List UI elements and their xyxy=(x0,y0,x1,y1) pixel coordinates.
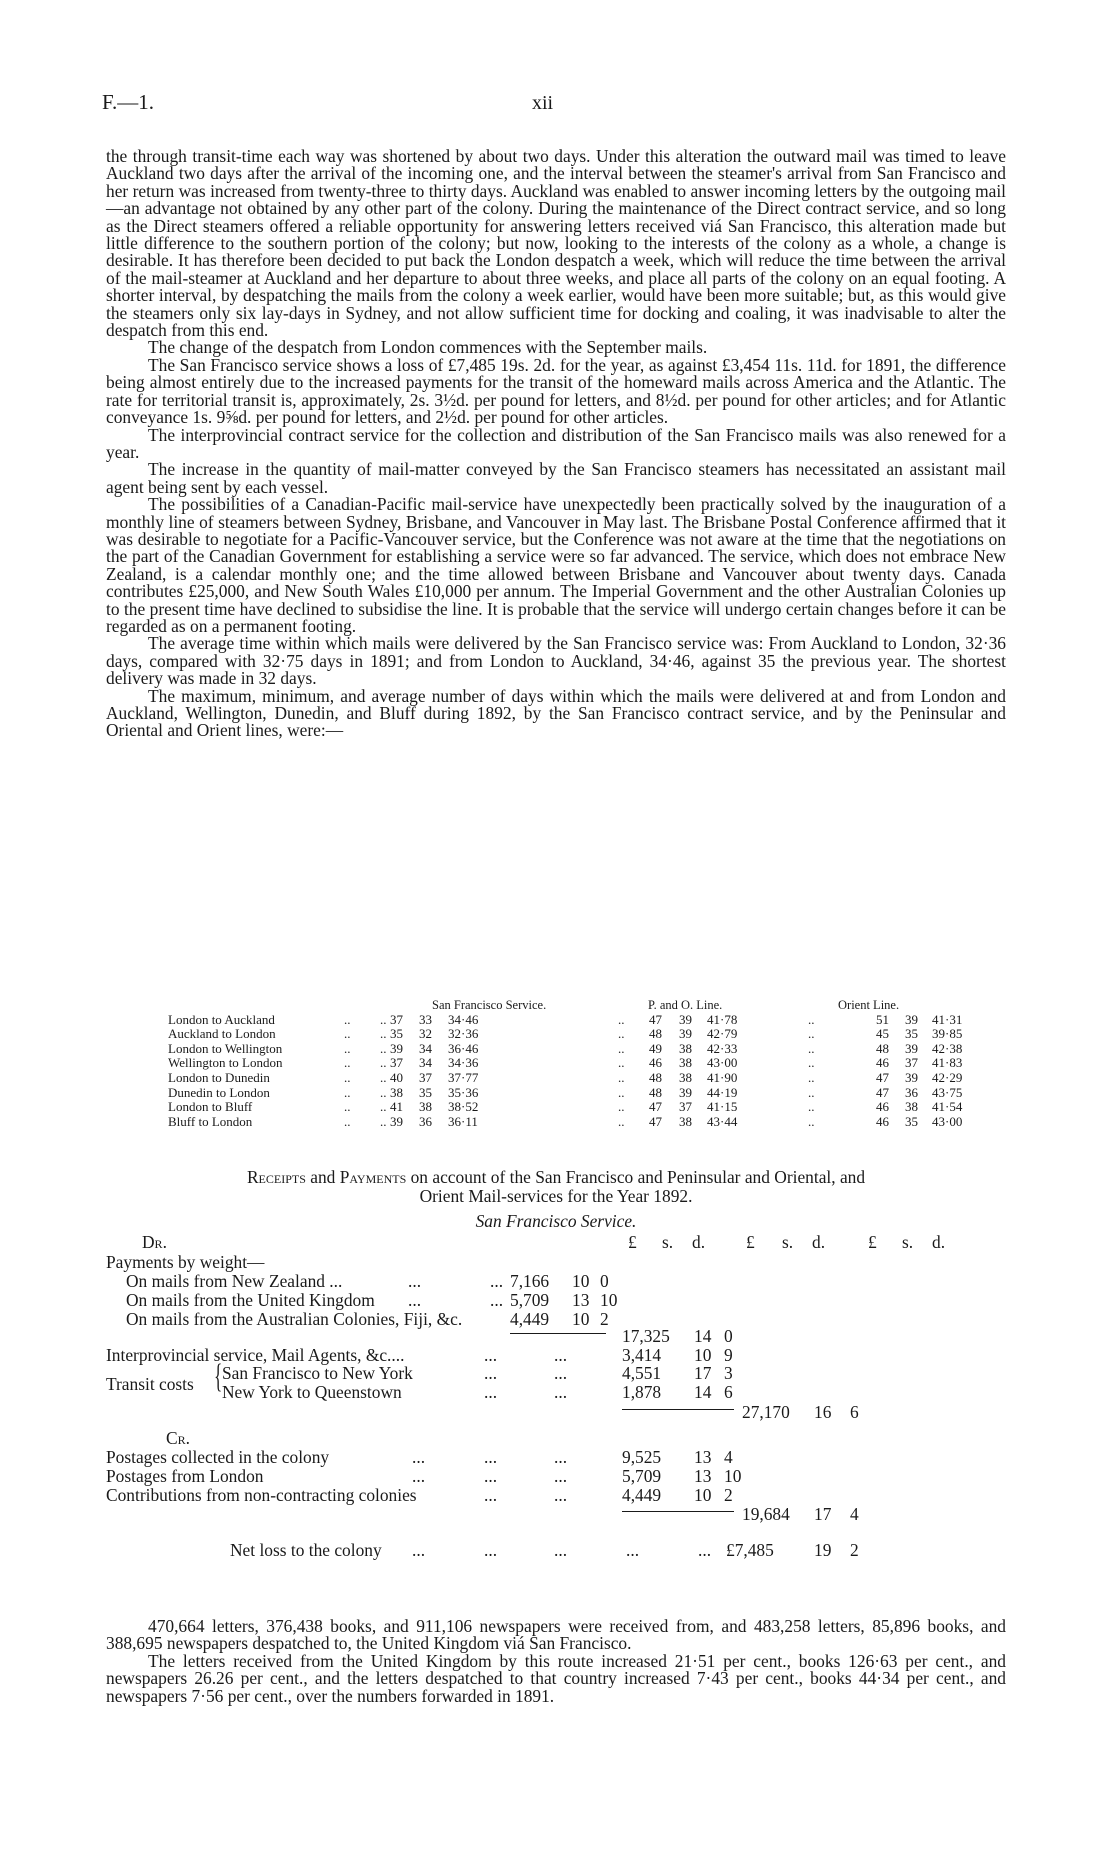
route-cell: Dunedin to London xyxy=(168,1084,270,1100)
sf-days-cell: 36 xyxy=(419,1113,432,1129)
or-days-cell: 46 xyxy=(876,1055,889,1071)
credit-item-label: Postages collected in the colony xyxy=(106,1447,330,1467)
leader-dots: ... xyxy=(484,1466,498,1486)
amount-shillings: 14 xyxy=(694,1382,712,1402)
amount-shillings: 10 xyxy=(572,1271,590,1291)
leader-dots: .. xyxy=(618,1026,625,1042)
leader-dots: .. xyxy=(808,1011,815,1027)
sf-days-cell: 32·36 xyxy=(448,1026,479,1042)
amount-pence: 4 xyxy=(724,1447,733,1467)
amount-pounds: 4,551 xyxy=(622,1363,662,1383)
col-pence-1: d. xyxy=(692,1232,706,1252)
route-cell: London to Wellington xyxy=(168,1040,283,1056)
amount-pence: 2 xyxy=(724,1485,733,1505)
paragraph: The average time within which mails were delivered by the San Francisco service was: From Auckland to London, 32·36 days, compared with 32·75 days in 1891; and from London to Auckland, 34·46, against 35 the previous year. The shortest delivery was made in 32 days. xyxy=(106,633,1006,689)
leader-dots: .. xyxy=(380,1011,387,1027)
sf-days-cell: 39 xyxy=(390,1113,403,1129)
amount-pounds: 17,325 xyxy=(622,1326,670,1346)
amount-shillings: 10 xyxy=(694,1345,712,1365)
delivery-times-table xyxy=(168,998,988,1129)
column-header-san-francisco: San Francisco Service. xyxy=(432,998,547,1012)
leader-dots: .. xyxy=(808,1084,815,1100)
amount-shillings: 10 xyxy=(572,1309,590,1329)
amount-shillings: 19 xyxy=(814,1540,832,1560)
po-days-cell: 49 xyxy=(649,1040,662,1056)
sf-days-cell: 32 xyxy=(419,1026,432,1042)
amount-pence: 0 xyxy=(724,1326,733,1346)
paragraph: The maximum, minimum, and average number of days within which the mails were delivered at and from London and Auckland, Wellington, Dunedin, and Bluff during 1892, by the San Francisco contract service, and by the Peninsular and Oriental and Orient lines, were:— xyxy=(106,685,1006,741)
leader-dots: ... xyxy=(490,1290,504,1310)
amount-pence: 9 xyxy=(724,1345,733,1365)
or-days-cell: 46 xyxy=(876,1099,889,1115)
amount-pounds: 3,414 xyxy=(622,1345,662,1365)
amount-pence: 2 xyxy=(850,1540,859,1560)
weight-item-label: On mails from the Australian Colonies, Fiji, &c. xyxy=(126,1309,463,1329)
col-pence-2: d. xyxy=(812,1232,826,1252)
po-days-cell: 38 xyxy=(679,1040,692,1056)
amount-pence: 2 xyxy=(600,1309,609,1329)
column-header-orient: Orient Line. xyxy=(838,998,900,1012)
leader-dots: ... xyxy=(554,1485,568,1505)
page-number: xii xyxy=(532,92,554,114)
leader-dots: ... xyxy=(698,1540,712,1560)
table-row xyxy=(168,1042,988,1057)
table-row xyxy=(168,1100,988,1115)
po-days-cell: 42·79 xyxy=(707,1026,738,1042)
table-row xyxy=(168,1115,988,1130)
credit-item-label: Postages from London xyxy=(106,1466,264,1486)
or-days-cell: 47 xyxy=(876,1084,889,1100)
po-days-cell: 41·90 xyxy=(707,1069,738,1085)
leader-dots: ... xyxy=(626,1540,640,1560)
amount-pence: 4 xyxy=(850,1504,859,1524)
transit-item-label: San Francisco to New York xyxy=(222,1363,413,1383)
accounts-title-rest: on account of the San Francisco and Peninsular and Oriental, and xyxy=(406,1167,866,1187)
amount-pence: 0 xyxy=(600,1271,609,1291)
amount-pounds: 5,709 xyxy=(510,1290,550,1310)
paragraph: The interprovincial contract service for the collection and distribution of the San Francisco mails was also renewed for a year. xyxy=(106,424,1006,462)
paragraph: 470,664 letters, 376,438 books, and 911,106 newspapers were received from, and 483,258 letters, 85,896 books, and 388,695 newspapers despatched to, the United Kingdom viá San Francisco. xyxy=(106,1616,1006,1654)
leader-dots: .. xyxy=(618,1069,625,1085)
column-header-p-and-o: P. and O. Line. xyxy=(648,998,723,1012)
body-text xyxy=(106,148,1006,740)
leader-dots: .. xyxy=(808,1113,815,1129)
payments-by-weight-label: Payments by weight— xyxy=(106,1252,265,1272)
transit-item-label: New York to Queenstown xyxy=(222,1382,402,1402)
po-days-cell: 39 xyxy=(679,1026,692,1042)
credit-label: Cr. xyxy=(166,1428,190,1448)
col-pence-3: d. xyxy=(932,1232,946,1252)
leader-dots: .. xyxy=(344,1040,351,1056)
leader-dots: .. xyxy=(808,1026,815,1042)
po-days-cell: 48 xyxy=(649,1026,662,1042)
table-row xyxy=(168,1056,988,1071)
paragraph: The increase in the quantity of mail-matter conveyed by the San Francisco steamers has necessitated an assistant mail agent being sent by each vessel. xyxy=(106,459,1006,497)
leader-dots: ... xyxy=(554,1447,568,1467)
amount-pounds: 9,525 xyxy=(622,1447,662,1467)
leader-dots: .. xyxy=(618,1040,625,1056)
paragraph: The letters received from the United Kingdom by this route increased 21·51 per cent., books 126·63 per cent., and newspapers 26.26 per cent., and the letters despatched to that country increased 7·43 per cent., books 44·34 per cent., and newspapers 7·56 per cent., over the numbers forwarded in 1891. xyxy=(106,1650,1006,1706)
or-days-cell: 47 xyxy=(876,1069,889,1085)
col-pounds-3: £ xyxy=(868,1232,877,1252)
amount-shillings: 13 xyxy=(572,1290,590,1310)
leader-dots: .. xyxy=(344,1113,351,1129)
paragraph: The San Francisco service shows a loss of £7,485 19s. 2d. for the year, as against £3,454 11s. 11d. for 1891, the difference being almost entirely due to the increased payments for the transit of the homeward mails across America and the Atlantic. The rate for territorial transit is, approximately, 2s. 3½d. per pound for letters, and 8½d. per pound for other articles; and for Atlantic conveyance 1s. 9⅝d. per pound for letters, and 2½d. per pound for other articles. xyxy=(106,354,1006,428)
amount-shillings: 10 xyxy=(694,1485,712,1505)
amount-pounds: 4,449 xyxy=(510,1309,550,1329)
route-cell: London to Auckland xyxy=(168,1011,275,1027)
or-days-cell: 41·83 xyxy=(932,1055,963,1071)
sf-days-cell: 37 xyxy=(390,1011,403,1027)
col-shillings-3: s. xyxy=(902,1232,914,1252)
amount-pounds: 27,170 xyxy=(742,1402,790,1422)
sf-days-cell: 35 xyxy=(390,1026,403,1042)
sf-days-cell: 35·36 xyxy=(448,1084,479,1100)
route-cell: Bluff to London xyxy=(168,1113,253,1129)
leader-dots: ... xyxy=(554,1540,568,1560)
table-body xyxy=(168,1013,988,1130)
sf-days-cell: 34 xyxy=(419,1055,432,1071)
amount-shillings: 16 xyxy=(814,1402,832,1422)
amount-pence: 10 xyxy=(724,1466,742,1486)
table-row xyxy=(168,1071,988,1086)
route-cell: London to Dunedin xyxy=(168,1069,270,1085)
sf-days-cell: 40 xyxy=(390,1069,403,1085)
amount-pence: 3 xyxy=(724,1363,733,1383)
amount-pence: 10 xyxy=(600,1290,618,1310)
leader-dots: ... xyxy=(484,1382,498,1402)
sf-days-cell: 34·46 xyxy=(448,1011,479,1027)
sf-days-cell: 34·36 xyxy=(448,1055,479,1071)
col-pounds-2: £ xyxy=(746,1232,755,1252)
or-days-cell: 41·54 xyxy=(932,1099,963,1115)
leader-dots: .. xyxy=(344,1069,351,1085)
sf-days-cell: 37 xyxy=(390,1055,403,1071)
paragraph: The change of the despatch from London commences with the September mails. xyxy=(148,337,708,358)
or-days-cell: 43·75 xyxy=(932,1084,963,1100)
sf-days-cell: 41 xyxy=(390,1099,403,1115)
po-days-cell: 42·33 xyxy=(707,1040,738,1056)
po-days-cell: 37 xyxy=(679,1099,692,1115)
leader-dots: ... xyxy=(408,1271,422,1291)
leader-dots: ... xyxy=(554,1466,568,1486)
amount-pounds: 19,684 xyxy=(742,1504,790,1524)
table-row xyxy=(168,1027,988,1042)
subtotal-rule xyxy=(622,1511,734,1512)
amount-pounds: £7,485 xyxy=(726,1540,774,1560)
or-days-cell: 38 xyxy=(905,1099,918,1115)
leader-dots: .. xyxy=(808,1040,815,1056)
subtotal-rule xyxy=(622,1409,734,1410)
weight-item-label: On mails from New Zealand ... xyxy=(126,1271,343,1291)
or-days-cell: 37 xyxy=(905,1055,918,1071)
accounts-title xyxy=(106,1168,1006,1187)
or-days-cell: 48 xyxy=(876,1040,889,1056)
leader-dots: .. xyxy=(380,1069,387,1085)
col-pounds-1: £ xyxy=(628,1232,637,1252)
sf-days-cell: 36·11 xyxy=(448,1113,478,1129)
accounts-title-receipts: Receipts xyxy=(246,1167,306,1187)
po-days-cell: 39 xyxy=(679,1011,692,1027)
amount-pence: 6 xyxy=(724,1382,733,1402)
amount-shillings: 17 xyxy=(694,1363,712,1383)
leader-dots: .. xyxy=(344,1055,351,1071)
accounts-statement xyxy=(106,1232,1006,1632)
sf-days-cell: 37·77 xyxy=(448,1069,479,1085)
leader-dots: .. xyxy=(344,1099,351,1115)
sf-days-cell: 38 xyxy=(390,1084,403,1100)
paragraph: the through transit-time each way was shortened by about two days. Under this alteration the outward mail was timed to leave Auckland two days after the arrival of the incoming one, and the interval between the steamer's arrival from San Francisco and her return was increased from twenty-three to thirty days. Auckland was enabled to answer incoming letters by the outgoing mail—an advantage not obtained by any other part of the colony. During the maintenance of the Direct contract service, and so long as the Direct steamers offered a reliable opportunity for answering letters received viá San Francisco, this alteration made but little difference to the southern portion of the colony; but now, looking to the interests of the colony as a whole, a change is desirable. It has therefore been decided to put back the London despatch a week, which will reduce the time between the arrival of the mail-steamer at Auckland and her departure to about three weeks, and place all parts of the colony on an equal footing. A shorter interval, by despatching the mails from the colony a week earlier, would have been more suitable; but, as this would give the steamers only six lay-days in Sydney, and not allow sufficient time for docking and coaling, it was inadvisable to alter the despatch from this end. xyxy=(106,146,1006,341)
leader-dots: .. xyxy=(380,1055,387,1071)
amount-shillings: 17 xyxy=(814,1504,832,1524)
leader-dots: .. xyxy=(380,1099,387,1115)
sf-days-cell: 35 xyxy=(419,1084,432,1100)
leader-dots: .. xyxy=(618,1099,625,1115)
sf-days-cell: 37 xyxy=(419,1069,432,1085)
weight-item-label: On mails from the United Kingdom xyxy=(126,1290,375,1310)
or-days-cell: 42·38 xyxy=(932,1040,963,1056)
sf-days-cell: 38·52 xyxy=(448,1099,479,1115)
leader-dots: ... xyxy=(484,1363,498,1383)
credit-item-label: Contributions from non-contracting colonies xyxy=(106,1485,417,1505)
amount-shillings: 13 xyxy=(694,1447,712,1467)
leader-dots: ... xyxy=(554,1345,568,1365)
transit-costs-label: Transit costs xyxy=(106,1374,194,1394)
or-days-cell: 36 xyxy=(905,1084,918,1100)
paragraph: The possibilities of a Canadian-Pacific mail-service have unexpectedly been practically solved by the inauguration of a monthly line of steamers between Sydney, Brisbane, and Vancouver in May last. The Brisbane Postal Conference affirmed that it was desirable to negotiate for a Pacific-Vancouver service, but the Conference was not aware at the time that the negotiations on the part of the Canadian Government for establishing a service were so far advanced. The service, which does not embrace New Zealand, is a calendar monthly one; and the time allowed between Brisbane and Vancouver about twenty days. Canada contributes £25,000, and New South Wales £10,000 per annum. The Imperial Government and the other Australian Colonies up to the present time have declined to subsidise the line. It is probable that the service will undergo certain changes before it can be regarded as on a permanent footing. xyxy=(106,494,1006,636)
po-days-cell: 47 xyxy=(649,1113,662,1129)
po-days-cell: 47 xyxy=(649,1099,662,1115)
po-days-cell: 48 xyxy=(649,1084,662,1100)
sf-days-cell: 34 xyxy=(419,1040,432,1056)
or-days-cell: 41·31 xyxy=(932,1011,963,1027)
leader-dots: .. xyxy=(808,1055,815,1071)
table-row xyxy=(168,1013,988,1028)
amount-shillings: 14 xyxy=(694,1326,712,1346)
leader-dots: ... xyxy=(484,1345,498,1365)
amount-shillings: 13 xyxy=(694,1466,712,1486)
sf-days-cell: 38 xyxy=(419,1099,432,1115)
leader-dots: .. xyxy=(618,1084,625,1100)
po-days-cell: 38 xyxy=(679,1069,692,1085)
po-days-cell: 38 xyxy=(679,1113,692,1129)
po-days-cell: 41·15 xyxy=(707,1099,738,1115)
leader-dots: .. xyxy=(344,1026,351,1042)
interprovincial-label: Interprovincial service, Mail Agents, &c.... xyxy=(106,1345,405,1365)
leader-dots: ... xyxy=(484,1540,498,1560)
table-header-row xyxy=(168,998,988,1013)
sf-days-cell: 36·46 xyxy=(448,1040,479,1056)
accounts-title-payments: Payments xyxy=(339,1167,407,1187)
po-days-cell: 48 xyxy=(649,1069,662,1085)
leader-dots: ... xyxy=(412,1540,426,1560)
accounts-subtitle: San Francisco Service. xyxy=(475,1211,637,1231)
or-days-cell: 46 xyxy=(876,1113,889,1129)
leader-dots: .. xyxy=(380,1113,387,1129)
sf-days-cell: 39 xyxy=(390,1040,403,1056)
subtotal-rule xyxy=(510,1333,606,1334)
leader-dots: ... xyxy=(554,1363,568,1383)
leader-dots: .. xyxy=(618,1113,625,1129)
or-days-cell: 39 xyxy=(905,1011,918,1027)
leader-dots: .. xyxy=(344,1084,351,1100)
net-loss-label: Net loss to the colony xyxy=(230,1540,382,1560)
or-days-cell: 42·29 xyxy=(932,1069,963,1085)
or-days-cell: 45 xyxy=(876,1026,889,1042)
route-cell: London to Bluff xyxy=(168,1099,253,1115)
or-days-cell: 51 xyxy=(876,1011,889,1027)
closing-text xyxy=(106,1618,1006,1705)
col-shillings-2: s. xyxy=(782,1232,794,1252)
accounts-title-line2: Orient Mail-services for the Year 1892. xyxy=(419,1186,693,1206)
or-days-cell: 39·85 xyxy=(932,1026,963,1042)
route-cell: Auckland to London xyxy=(168,1026,276,1042)
or-days-cell: 35 xyxy=(905,1026,918,1042)
leader-dots: ... xyxy=(408,1290,422,1310)
leader-dots: ... xyxy=(484,1485,498,1505)
amount-pounds: 4,449 xyxy=(622,1485,662,1505)
table-row xyxy=(168,1086,988,1101)
leader-dots: ... xyxy=(554,1382,568,1402)
route-cell: Wellington to London xyxy=(168,1055,283,1071)
leader-dots: ... xyxy=(412,1447,426,1467)
report-code: F.—1. xyxy=(102,90,154,114)
leader-dots: .. xyxy=(808,1069,815,1085)
leader-dots: ... xyxy=(484,1447,498,1467)
po-days-cell: 47 xyxy=(649,1011,662,1027)
po-days-cell: 46 xyxy=(649,1055,662,1071)
po-days-cell: 38 xyxy=(679,1055,692,1071)
or-days-cell: 39 xyxy=(905,1069,918,1085)
leader-dots: .. xyxy=(808,1099,815,1115)
or-days-cell: 39 xyxy=(905,1040,918,1056)
amount-pounds: 1,878 xyxy=(622,1382,662,1402)
leader-dots: .. xyxy=(618,1055,625,1071)
amount-pounds: 5,709 xyxy=(622,1466,662,1486)
leader-dots: .. xyxy=(380,1040,387,1056)
leader-dots: .. xyxy=(380,1026,387,1042)
amount-pounds: 7,166 xyxy=(510,1271,550,1291)
po-days-cell: 43·44 xyxy=(707,1113,738,1129)
leader-dots: .. xyxy=(380,1084,387,1100)
amount-pence: 6 xyxy=(850,1402,859,1422)
po-days-cell: 43·00 xyxy=(707,1055,738,1071)
or-days-cell: 35 xyxy=(905,1113,918,1129)
po-days-cell: 39 xyxy=(679,1084,692,1100)
debit-label: Dr. xyxy=(142,1232,167,1252)
brace-icon: { xyxy=(214,1358,223,1395)
leader-dots: ... xyxy=(412,1466,426,1486)
leader-dots: .. xyxy=(618,1011,625,1027)
col-shillings-1: s. xyxy=(662,1232,674,1252)
or-days-cell: 43·00 xyxy=(932,1113,963,1129)
po-days-cell: 41·78 xyxy=(707,1011,738,1027)
po-days-cell: 44·19 xyxy=(707,1084,738,1100)
leader-dots: ... xyxy=(490,1271,504,1291)
accounts-title-and: and xyxy=(305,1167,340,1187)
leader-dots: .. xyxy=(344,1011,351,1027)
sf-days-cell: 33 xyxy=(419,1011,432,1027)
